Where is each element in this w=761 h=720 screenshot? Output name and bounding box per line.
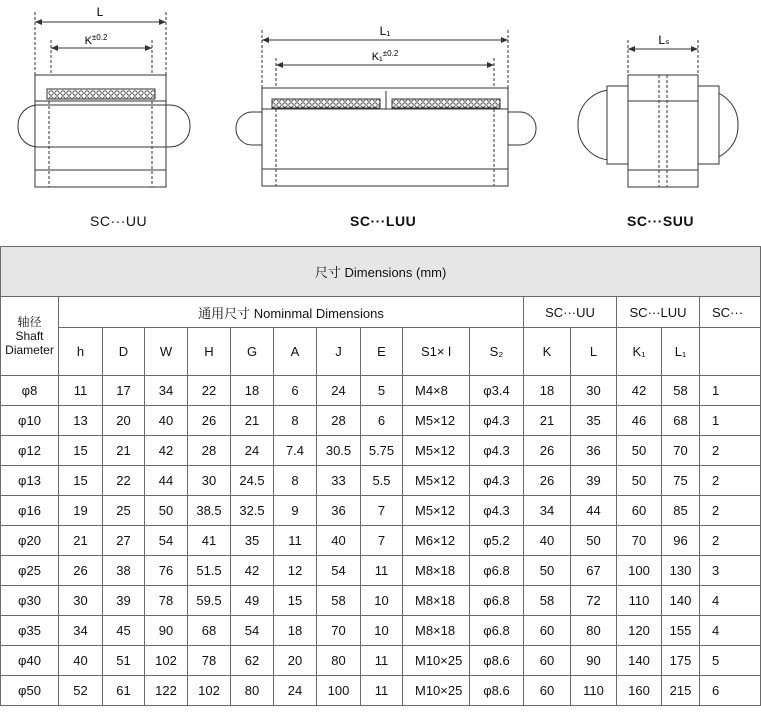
table-cell: 52 bbox=[59, 676, 103, 706]
table-cell: 10 bbox=[361, 616, 403, 646]
table-cell: 4 bbox=[700, 586, 761, 616]
table-cell: φ8.6 bbox=[470, 646, 524, 676]
table-cell: M4×8 bbox=[403, 376, 470, 406]
table-cell: 120 bbox=[617, 616, 662, 646]
table-cell: 70 bbox=[662, 436, 700, 466]
table-cell: 34 bbox=[145, 376, 188, 406]
group-suu-header: SC··· bbox=[700, 297, 761, 328]
shaft-diameter-cell: φ12 bbox=[1, 436, 59, 466]
table-cell: 5 bbox=[700, 646, 761, 676]
table-cell: 44 bbox=[571, 496, 617, 526]
table-cell: 34 bbox=[59, 616, 103, 646]
table-cell: 140 bbox=[617, 646, 662, 676]
table-cell: 90 bbox=[145, 616, 188, 646]
table-cell: 54 bbox=[317, 556, 361, 586]
table-cell: 18 bbox=[524, 376, 571, 406]
group-uu-header: SC···UU bbox=[524, 297, 617, 328]
table-row bbox=[1, 466, 761, 496]
table-cell: 51 bbox=[103, 646, 145, 676]
table-cell: M10×25 bbox=[403, 646, 470, 676]
column-header: S1× l bbox=[403, 328, 470, 376]
column-header: K₁ bbox=[617, 328, 662, 376]
table-cell: 28 bbox=[188, 436, 231, 466]
table-cell: 110 bbox=[571, 676, 617, 706]
table-cell: M5×12 bbox=[403, 496, 470, 526]
table-cell: 21 bbox=[103, 436, 145, 466]
table-cell: φ6.8 bbox=[470, 616, 524, 646]
dim-label-l: L bbox=[96, 5, 104, 19]
column-header: L₁ bbox=[662, 328, 700, 376]
table-cell: 102 bbox=[188, 676, 231, 706]
table-cell: 80 bbox=[231, 676, 274, 706]
column-header: D bbox=[103, 328, 145, 376]
table-cell: 8 bbox=[274, 406, 317, 436]
table-cell: M8×18 bbox=[403, 616, 470, 646]
table-cell: 155 bbox=[662, 616, 700, 646]
table-cell: 51.5 bbox=[188, 556, 231, 586]
drawing-suu bbox=[578, 40, 738, 187]
table-cell: 50 bbox=[617, 466, 662, 496]
table-cell: M10×25 bbox=[403, 676, 470, 706]
table-cell: 59.5 bbox=[188, 586, 231, 616]
table-cell: 38 bbox=[103, 556, 145, 586]
table-cell: φ4.3 bbox=[470, 436, 524, 466]
table-cell: φ4.3 bbox=[470, 406, 524, 436]
table-row bbox=[1, 526, 761, 556]
table-cell: M5×12 bbox=[403, 406, 470, 436]
column-header: L bbox=[571, 328, 617, 376]
table-cell: 11 bbox=[274, 526, 317, 556]
table-group-row bbox=[1, 297, 761, 328]
table-cell: 1 bbox=[700, 376, 761, 406]
table-cell: 26 bbox=[59, 556, 103, 586]
table-cell: 215 bbox=[662, 676, 700, 706]
table-cell: 6 bbox=[700, 676, 761, 706]
table-cell: 68 bbox=[662, 406, 700, 436]
shaft-header: 轴径 Shaft Diameter bbox=[1, 297, 59, 376]
dim-label-k1: K₁ bbox=[371, 51, 383, 63]
column-header: A bbox=[274, 328, 317, 376]
table-cell: 30 bbox=[59, 586, 103, 616]
table-cell: 30 bbox=[188, 466, 231, 496]
table-cell: 40 bbox=[59, 646, 103, 676]
table-cell: 17 bbox=[103, 376, 145, 406]
table-cell: 72 bbox=[571, 586, 617, 616]
table-cell: 11 bbox=[361, 646, 403, 676]
table-cell: 75 bbox=[662, 466, 700, 496]
column-header: K bbox=[524, 328, 571, 376]
table-cell: 26 bbox=[188, 406, 231, 436]
nominal-header: 通用尺寸 Nominmal Dimensions bbox=[59, 297, 524, 328]
table-title-row bbox=[1, 247, 761, 297]
table-cell: 9 bbox=[274, 496, 317, 526]
table-cell: 19 bbox=[59, 496, 103, 526]
table-cell: 32.5 bbox=[231, 496, 274, 526]
bearing-drawings bbox=[0, 0, 735, 245]
table-cell: 2 bbox=[700, 496, 761, 526]
table-cell: 6 bbox=[361, 406, 403, 436]
table-cell: 175 bbox=[662, 646, 700, 676]
table-row bbox=[1, 436, 761, 466]
table-cell: 67 bbox=[571, 556, 617, 586]
table-row bbox=[1, 406, 761, 436]
column-header-row bbox=[1, 328, 761, 376]
table-cell: φ3.4 bbox=[470, 376, 524, 406]
table-cell: 90 bbox=[571, 646, 617, 676]
table-cell: M8×18 bbox=[403, 586, 470, 616]
table-cell: 46 bbox=[617, 406, 662, 436]
table-cell: φ4.3 bbox=[470, 466, 524, 496]
caption-suu: SC···SUU bbox=[627, 213, 694, 229]
table-cell: 11 bbox=[361, 676, 403, 706]
table-cell: 80 bbox=[317, 646, 361, 676]
table-cell: M6×12 bbox=[403, 526, 470, 556]
table-title: 尺寸 Dimensions (mm) bbox=[1, 247, 761, 297]
dim-label-k1-tol: ±0.2 bbox=[382, 49, 399, 58]
table-cell: 36 bbox=[317, 496, 361, 526]
table-cell: 5.75 bbox=[361, 436, 403, 466]
table-cell: 20 bbox=[103, 406, 145, 436]
table-cell: 50 bbox=[145, 496, 188, 526]
table-cell: 11 bbox=[59, 376, 103, 406]
table-cell: 44 bbox=[145, 466, 188, 496]
svg-text:K₁±0.2 bbox=[372, 49, 399, 63]
column-header: G bbox=[231, 328, 274, 376]
table-cell: 18 bbox=[231, 376, 274, 406]
table-cell: 76 bbox=[145, 556, 188, 586]
table-cell: 7.4 bbox=[274, 436, 317, 466]
table-cell: 58 bbox=[524, 586, 571, 616]
table-cell: 26 bbox=[524, 466, 571, 496]
shaft-diameter-cell: φ30 bbox=[1, 586, 59, 616]
table-row bbox=[1, 556, 761, 586]
table-cell: 58 bbox=[662, 376, 700, 406]
table-cell: 85 bbox=[662, 496, 700, 526]
table-cell: 61 bbox=[103, 676, 145, 706]
table-row bbox=[1, 496, 761, 526]
table-cell: 60 bbox=[524, 676, 571, 706]
table-cell: 68 bbox=[188, 616, 231, 646]
table-cell: 13 bbox=[59, 406, 103, 436]
table-cell: 30.5 bbox=[317, 436, 361, 466]
table-cell: 2 bbox=[700, 526, 761, 556]
table-cell: 42 bbox=[617, 376, 662, 406]
caption-luu: SC···LUU bbox=[350, 213, 417, 229]
table-cell: 15 bbox=[274, 586, 317, 616]
table-cell: 24 bbox=[317, 376, 361, 406]
table-cell: 21 bbox=[524, 406, 571, 436]
table-cell: 36 bbox=[571, 436, 617, 466]
table-cell: 60 bbox=[617, 496, 662, 526]
table-cell: 78 bbox=[145, 586, 188, 616]
table-cell: 7 bbox=[361, 496, 403, 526]
caption-uu: SC···UU bbox=[90, 213, 148, 229]
shaft-diameter-cell: φ8 bbox=[1, 376, 59, 406]
table-cell: φ6.8 bbox=[470, 586, 524, 616]
table-cell: 6 bbox=[274, 376, 317, 406]
table-cell: 4 bbox=[700, 616, 761, 646]
svg-text:K±0.2 bbox=[85, 33, 108, 47]
dim-label-k: K bbox=[84, 35, 92, 47]
table-cell: 11 bbox=[361, 556, 403, 586]
table-cell: 40 bbox=[524, 526, 571, 556]
shaft-diameter-cell: φ10 bbox=[1, 406, 59, 436]
table-cell: 42 bbox=[145, 436, 188, 466]
column-header: h bbox=[59, 328, 103, 376]
column-header: H bbox=[188, 328, 231, 376]
table-cell: φ8.6 bbox=[470, 676, 524, 706]
table-cell: 42 bbox=[231, 556, 274, 586]
shaft-diameter-cell: φ13 bbox=[1, 466, 59, 496]
dim-label-l1: L₁ bbox=[379, 24, 391, 38]
column-header bbox=[700, 328, 761, 376]
table-cell: 24.5 bbox=[231, 466, 274, 496]
table-cell: 3 bbox=[700, 556, 761, 586]
table-cell: 27 bbox=[103, 526, 145, 556]
table-cell: 15 bbox=[59, 436, 103, 466]
table-row bbox=[1, 376, 761, 406]
dim-label-k-tol: ±0.2 bbox=[91, 33, 108, 42]
table-cell: 2 bbox=[700, 466, 761, 496]
shaft-diameter-cell: φ50 bbox=[1, 676, 59, 706]
table-cell: 20 bbox=[274, 646, 317, 676]
table-cell: 5 bbox=[361, 376, 403, 406]
table-cell: 140 bbox=[662, 586, 700, 616]
table-cell: 70 bbox=[317, 616, 361, 646]
table-cell: 160 bbox=[617, 676, 662, 706]
table-cell: 100 bbox=[617, 556, 662, 586]
table-cell: 58 bbox=[317, 586, 361, 616]
dim-label-ls: Lₛ bbox=[658, 33, 670, 47]
table-cell: 40 bbox=[317, 526, 361, 556]
table-cell: φ5.2 bbox=[470, 526, 524, 556]
table-cell: M5×12 bbox=[403, 466, 470, 496]
table-cell: 22 bbox=[103, 466, 145, 496]
table-cell: 21 bbox=[231, 406, 274, 436]
table-cell: 80 bbox=[571, 616, 617, 646]
shaft-diameter-cell: φ25 bbox=[1, 556, 59, 586]
table-cell: 35 bbox=[231, 526, 274, 556]
table-cell: 2 bbox=[700, 436, 761, 466]
table-cell: φ6.8 bbox=[470, 556, 524, 586]
table-cell: 50 bbox=[617, 436, 662, 466]
table-cell: 12 bbox=[274, 556, 317, 586]
table-cell: 24 bbox=[231, 436, 274, 466]
table-cell: 30 bbox=[571, 376, 617, 406]
table-cell: 60 bbox=[524, 616, 571, 646]
table-cell: 22 bbox=[188, 376, 231, 406]
table-row bbox=[1, 586, 761, 616]
table-cell: 54 bbox=[145, 526, 188, 556]
table-row bbox=[1, 676, 761, 706]
table-cell: M5×12 bbox=[403, 436, 470, 466]
product-diagrams bbox=[0, 0, 735, 245]
table-cell: 18 bbox=[274, 616, 317, 646]
table-cell: 33 bbox=[317, 466, 361, 496]
table-cell: 62 bbox=[231, 646, 274, 676]
table-cell: φ4.3 bbox=[470, 496, 524, 526]
column-header: J bbox=[317, 328, 361, 376]
table-cell: 78 bbox=[188, 646, 231, 676]
table-cell: 41 bbox=[188, 526, 231, 556]
shaft-diameter-cell: φ40 bbox=[1, 646, 59, 676]
shaft-diameter-cell: φ16 bbox=[1, 496, 59, 526]
table-cell: 60 bbox=[524, 646, 571, 676]
table-cell: 15 bbox=[59, 466, 103, 496]
table-cell: 26 bbox=[524, 436, 571, 466]
table-cell: 8 bbox=[274, 466, 317, 496]
table-cell: 40 bbox=[145, 406, 188, 436]
table-cell: 5.5 bbox=[361, 466, 403, 496]
table-cell: 24 bbox=[274, 676, 317, 706]
table-row bbox=[1, 646, 761, 676]
table-cell: 122 bbox=[145, 676, 188, 706]
table-cell: 10 bbox=[361, 586, 403, 616]
table-cell: 102 bbox=[145, 646, 188, 676]
table-cell: 50 bbox=[571, 526, 617, 556]
table-cell: 49 bbox=[231, 586, 274, 616]
table-cell: 1 bbox=[700, 406, 761, 436]
shaft-diameter-cell: φ35 bbox=[1, 616, 59, 646]
column-header: W bbox=[145, 328, 188, 376]
table-cell: 38.5 bbox=[188, 496, 231, 526]
table-cell: 39 bbox=[103, 586, 145, 616]
table-cell: 35 bbox=[571, 406, 617, 436]
table-cell: 100 bbox=[317, 676, 361, 706]
table-cell: 45 bbox=[103, 616, 145, 646]
table-cell: 34 bbox=[524, 496, 571, 526]
table-cell: M8×18 bbox=[403, 556, 470, 586]
table-cell: 39 bbox=[571, 466, 617, 496]
table-cell: 54 bbox=[231, 616, 274, 646]
table-cell: 21 bbox=[59, 526, 103, 556]
table-cell: 96 bbox=[662, 526, 700, 556]
column-header: S₂ bbox=[470, 328, 524, 376]
table-cell: 28 bbox=[317, 406, 361, 436]
table-cell: 110 bbox=[617, 586, 662, 616]
table-cell: 50 bbox=[524, 556, 571, 586]
column-header: E bbox=[361, 328, 403, 376]
table-cell: 130 bbox=[662, 556, 700, 586]
group-luu-header: SC···LUU bbox=[617, 297, 700, 328]
table-cell: 7 bbox=[361, 526, 403, 556]
table-row bbox=[1, 616, 761, 646]
dimensions-table bbox=[0, 246, 761, 706]
table-cell: 25 bbox=[103, 496, 145, 526]
shaft-diameter-cell: φ20 bbox=[1, 526, 59, 556]
table-cell: 70 bbox=[617, 526, 662, 556]
